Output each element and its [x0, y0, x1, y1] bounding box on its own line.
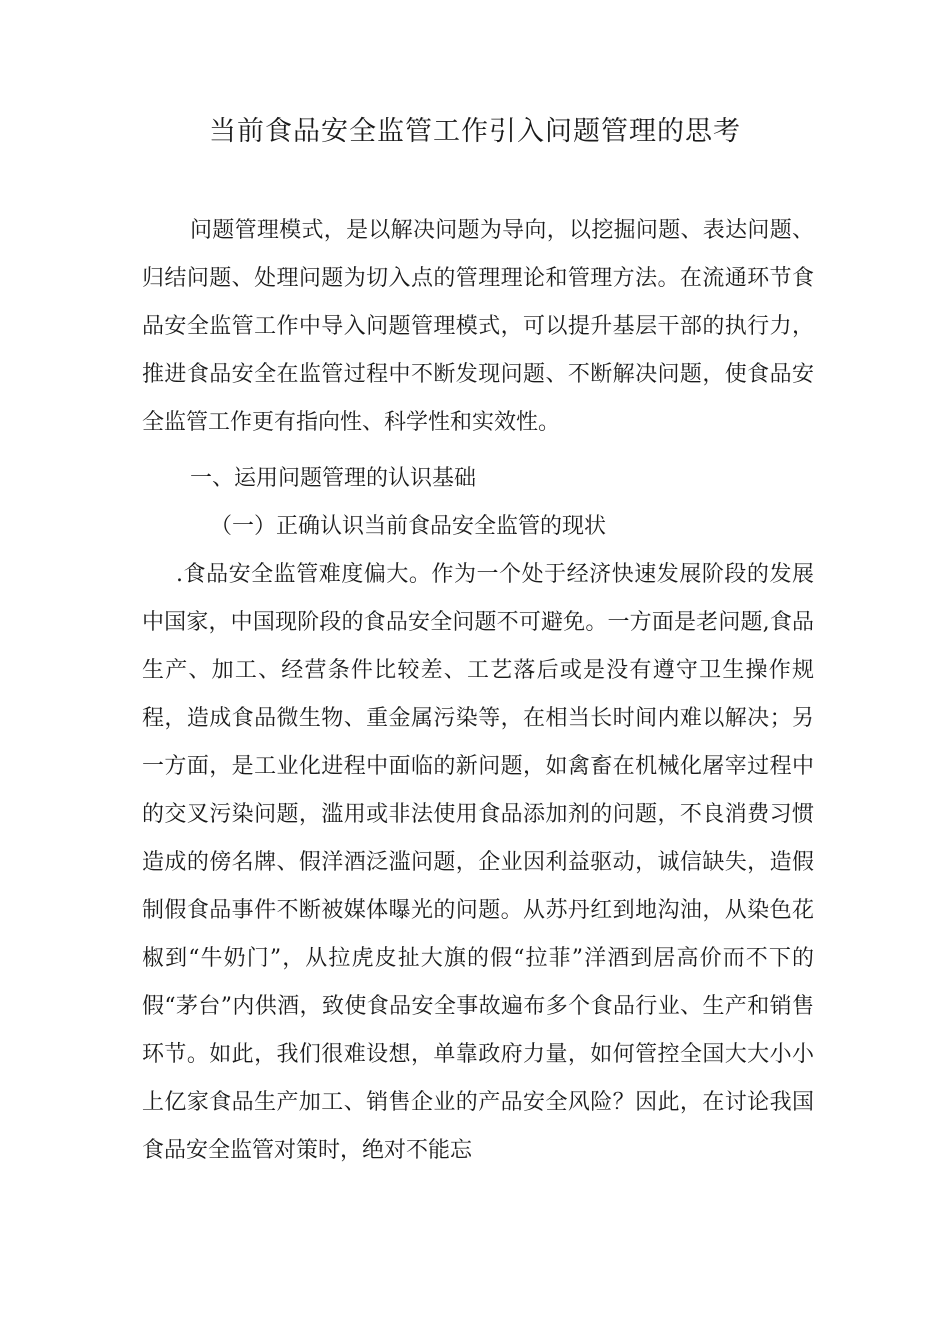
document-title: 当前食品安全监管工作引入问题管理的思考 [209, 116, 741, 147]
body-paragraph: .食品安全监管难度偏大。作为一个处于经济快速发展阶段的发展中国家，中国现阶段的食品安全问题不可避免。一方面是老问题,食品生产、加工、经营条件比较差、工艺落后或是没有遵守卫生操作规程，造成食品微生物、重金属污染等，在相当长时间内难以解决；另一方面，是工业化进程中面临的新问题，如禽畜在机械化屠宰过程中的交叉污染问题，滥用或非法使用食品添加剂的问题，不良消费习惯造成的傍名牌、假洋酒泛滥问题，企业因利益驱动，诚信缺失，造假制假食品事件不断被媒体曝光的问题。从苏丹红到地沟油，从染色花椒到“牛奶门”，从拉虎皮扯大旗的假“拉菲”洋酒到居高价而不下的假“茅台”内供酒，致使食品安全事故遍布多个食品行业、生产和销售环节。如此，我们很难设想，单靠政府力量，如何管控全国大大小小上亿家食品生产加工、销售企业的产品安全风险？因此，在讨论我国食品安全监管对策时，绝对不能忘 [142, 562, 814, 1163]
subsection-heading: （一）正确认识当前食品安全监管的现状 [210, 514, 607, 539]
section-heading: 一、运用问题管理的认识基础 [190, 466, 477, 491]
intro-paragraph: 问题管理模式，是以解决问题为导向，以挖掘问题、表达问题、归结问题、处理问题为切入点的管理理论和管理方法。在流通环节食品安全监管工作中导入问题管理模式，可以提升基层干部的执行力，推进食品安全在监管过程中不断发现问题、不断解决问题，使食品安全监管工作更有指向性、科学性和实效性。 [142, 218, 814, 435]
